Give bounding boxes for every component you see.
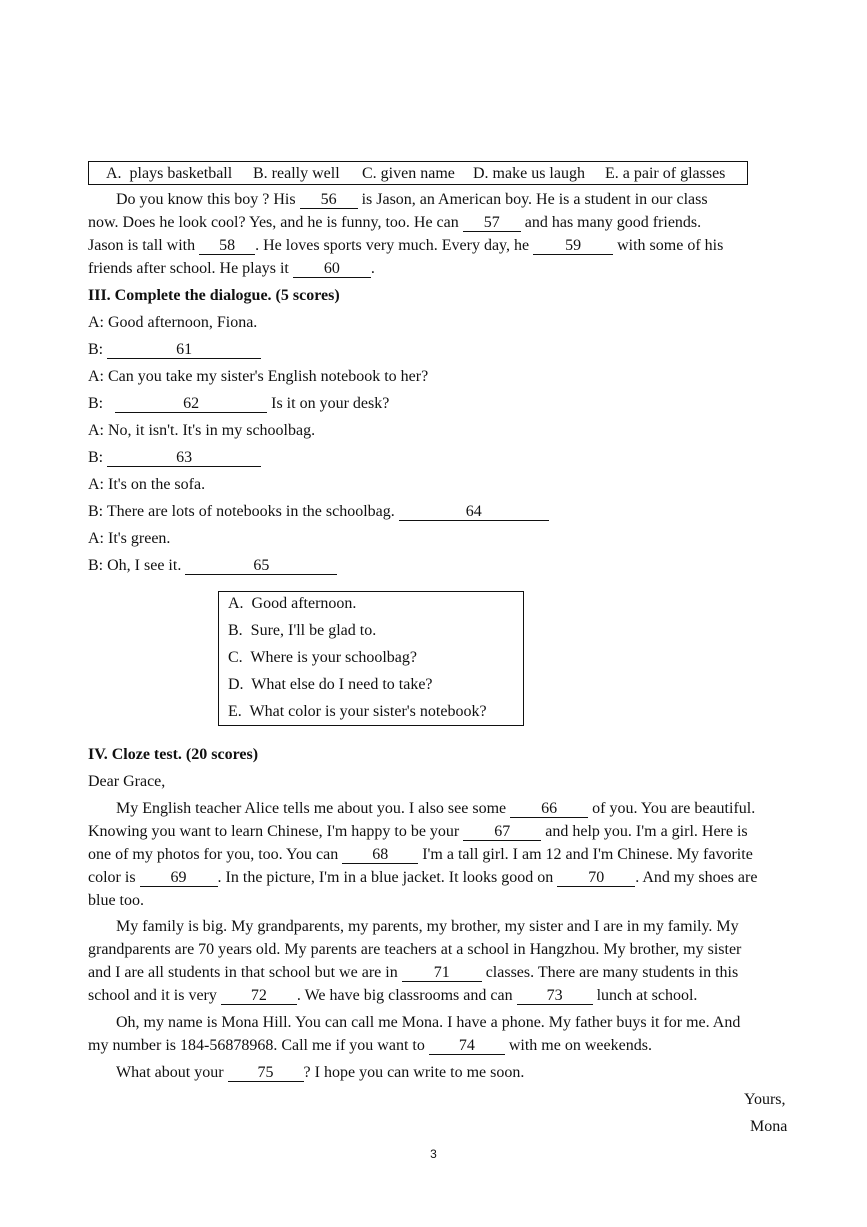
blank-67[interactable]: 67 xyxy=(463,823,541,841)
text: lunch at school. xyxy=(592,987,698,1004)
blank-61[interactable]: 61 xyxy=(107,341,261,359)
text: now. Does he look cool? Yes, and he is funny, too. He can xyxy=(88,214,463,231)
letter-line: blue too. xyxy=(88,892,144,909)
text: Do you know this boy ? His xyxy=(116,191,300,208)
letter-line: My family is big. My grandparents, my parents, my brother, my sister and I are in my family. My xyxy=(116,918,739,935)
blank-65[interactable]: 65 xyxy=(185,557,337,575)
letter-line xyxy=(88,1036,652,1056)
options-box-section-2 xyxy=(88,161,748,185)
text: with me on weekends. xyxy=(504,1037,652,1054)
letter-closing: Yours, xyxy=(744,1091,786,1108)
letter-line xyxy=(116,1063,524,1083)
text: Jason is tall with xyxy=(88,237,200,254)
option-d: D. What else do I need to take? xyxy=(228,676,433,693)
dialogue-line xyxy=(88,394,389,414)
letter-line xyxy=(88,986,697,1006)
dialogue-line: A: It's green. xyxy=(88,530,171,547)
text: and has many good friends. xyxy=(520,214,702,231)
dialogue-line: A: Good afternoon, Fiona. xyxy=(88,314,258,331)
passage-line xyxy=(88,259,375,279)
dialogue-line: A: Can you take my sister's English notebook to her? xyxy=(88,368,429,385)
text: is Jason, an American boy. He is a student in our class xyxy=(357,191,708,208)
letter-line xyxy=(88,822,748,842)
blank-68[interactable]: 68 xyxy=(342,846,418,864)
page-number: 3 xyxy=(430,1147,437,1161)
text: Knowing you want to learn Chinese, I'm happy to be your xyxy=(88,823,464,840)
blank-57[interactable]: 57 xyxy=(463,214,521,232)
blank-56[interactable]: 56 xyxy=(300,191,358,209)
blank-71[interactable]: 71 xyxy=(402,964,482,982)
dialogue-line: A: It's on the sofa. xyxy=(88,476,206,493)
letter-line xyxy=(88,868,757,888)
passage-line xyxy=(116,190,708,210)
blank-66[interactable]: 66 xyxy=(510,800,588,818)
option-a: A. Good afternoon. xyxy=(228,595,357,612)
option-d: D. make us laugh xyxy=(473,165,585,182)
passage-line xyxy=(88,236,723,256)
letter-line xyxy=(116,799,755,819)
text: one of my photos for you, too. You can xyxy=(88,846,343,863)
letter-line: Oh, my name is Mona Hill. You can call me Mona. I have a phone. My father buys it for me. And xyxy=(116,1014,741,1031)
section-4-heading: IV. Cloze test. (20 scores) xyxy=(88,746,259,763)
blank-72[interactable]: 72 xyxy=(221,987,297,1005)
section-3-heading: III. Complete the dialogue. (5 scores) xyxy=(88,287,340,304)
option-e: E. a pair of glasses xyxy=(605,165,726,182)
option-b: B. Sure, I'll be glad to. xyxy=(228,622,377,639)
blank-64[interactable]: 64 xyxy=(399,503,549,521)
dialogue-line xyxy=(88,340,261,360)
blank-58[interactable]: 58 xyxy=(199,237,255,255)
option-b: B. really well xyxy=(253,165,340,182)
text: of you. You are beautiful. xyxy=(588,800,756,817)
text: . And my shoes are xyxy=(635,869,758,886)
dialogue-line xyxy=(88,448,261,468)
text: . We have big classrooms and can xyxy=(296,987,517,1004)
text: classes. There are many students in this xyxy=(481,964,739,981)
text: color is xyxy=(88,869,140,886)
letter-line xyxy=(88,845,753,865)
text: . In the picture, I'm in a blue jacket. It looks good on xyxy=(217,869,558,886)
text: my number is 184-56878968. Call me if you want to xyxy=(88,1037,429,1054)
letter-line xyxy=(88,963,738,983)
letter-signature: Mona xyxy=(750,1118,788,1135)
text: My English teacher Alice tells me about you. I also see some xyxy=(116,800,511,817)
text: B: There are lots of notebooks in the schoolbag. xyxy=(88,503,399,520)
passage-line xyxy=(88,213,701,233)
blank-74[interactable]: 74 xyxy=(429,1037,505,1055)
letter-greeting: Dear Grace, xyxy=(88,773,166,790)
text: What about your xyxy=(116,1064,228,1081)
dialogue-line xyxy=(88,502,549,522)
option-c: C. given name xyxy=(362,165,455,182)
blank-59[interactable]: 59 xyxy=(533,237,613,255)
text: and help you. I'm a girl. Here is xyxy=(541,823,748,840)
text: I'm a tall girl. I am 12 and I'm Chinese. My favorite xyxy=(418,846,753,863)
text: B: xyxy=(88,449,108,466)
options-box-section-3 xyxy=(218,591,524,726)
dialogue-line: A: No, it isn't. It's in my schoolbag. xyxy=(88,422,316,439)
option-a: A. plays basketball xyxy=(106,165,233,182)
option-e: E. What color is your sister's notebook? xyxy=(228,703,487,720)
text: B: xyxy=(88,395,116,412)
blank-73[interactable]: 73 xyxy=(517,987,593,1005)
text: school and it is very xyxy=(88,987,221,1004)
text: and I are all students in that school but we are in xyxy=(88,964,402,981)
text: . xyxy=(370,260,375,277)
blank-69[interactable]: 69 xyxy=(140,869,218,887)
letter-line: grandparents are 70 years old. My parents are teachers at a school in Hangzhou. My brother, my sister xyxy=(88,941,742,958)
text: B: Oh, I see it. xyxy=(88,557,186,574)
text: B: xyxy=(88,341,108,358)
blank-70[interactable]: 70 xyxy=(557,869,635,887)
blank-63[interactable]: 63 xyxy=(107,449,261,467)
blank-60[interactable]: 60 xyxy=(293,260,371,278)
text: . He loves sports very much. Every day, he xyxy=(255,237,534,254)
blank-62[interactable]: 62 xyxy=(115,395,267,413)
text: ? I hope you can write to me soon. xyxy=(303,1064,525,1081)
dialogue-line xyxy=(88,556,337,576)
text: friends after school. He plays it xyxy=(88,260,293,277)
text: with some of his xyxy=(613,237,724,254)
text: Is it on your desk? xyxy=(267,395,390,412)
option-c: C. Where is your schoolbag? xyxy=(228,649,417,666)
blank-75[interactable]: 75 xyxy=(228,1064,304,1082)
